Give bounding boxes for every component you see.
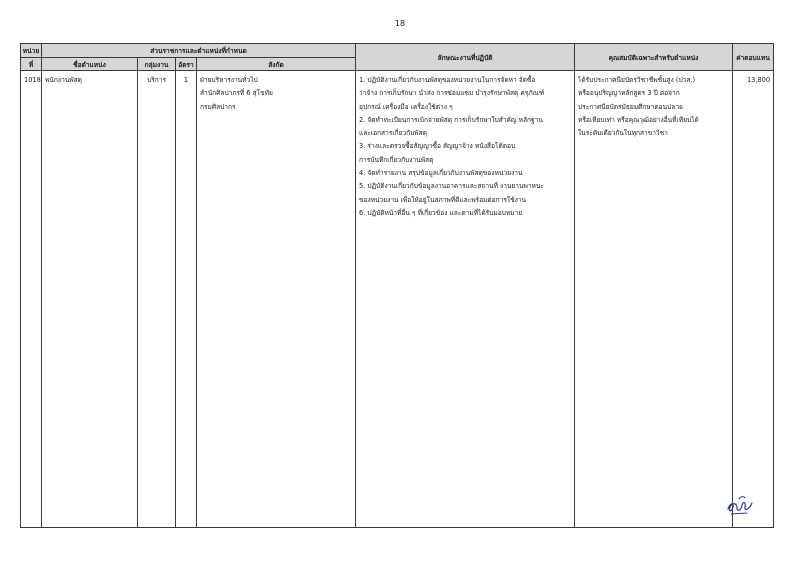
cell-quota [176, 71, 197, 528]
position-table [20, 43, 774, 528]
header-unit: หน่วย [21, 44, 42, 58]
header-group-title: ส่วนราชการและตำแหน่งที่กำหนด [42, 44, 356, 58]
cell-affiliation [197, 71, 356, 528]
qualification-line: หรืออนุปริญญาหลักสูตร 3 ปี ต่อจาก [578, 89, 680, 98]
signature-mark [725, 493, 755, 517]
affiliation-list [197, 71, 355, 114]
duty-line: 1. ปฏิบัติงานเกี่ยวกับงานพัสดุของหน่วยงานในการจัดหา จัดซื้อ [359, 76, 536, 84]
affiliation-line: สำนักศิลปากรที่ 6 สุโขทัย [200, 89, 273, 98]
header-qualifications: คุณสมบัติเฉพาะสำหรับตำแหน่ง [575, 44, 733, 71]
duty-line: การบันทึกเกี่ยวกับงานพัสดุ [359, 155, 434, 164]
row-quota: 1 [183, 76, 189, 84]
cell-qualifications [575, 71, 733, 528]
signature-stroke [731, 513, 747, 514]
affiliation-line: ฝ่ายบริหารงานทั่วไป [200, 76, 258, 84]
duty-line: 3. ร่างและตรวจซื้อสัญญาซื้อ สัญญาจ้าง หนังสือโต้ตอบ [359, 142, 516, 151]
row-job-group: บริการ [147, 76, 166, 84]
qualification-line: ประกาศนียบัตรมัธยมศึกษาตอนปลาย [578, 102, 683, 111]
header-salary: ค่าตอบแทน [733, 44, 774, 71]
header-number: ที่ [21, 58, 42, 71]
signature-stroke [739, 497, 745, 499]
duties-list [356, 71, 574, 220]
duty-line: และเอกสารเกี่ยวกับพัสดุ [359, 129, 427, 138]
qualification-line: ในระดับเดียวกันในทุกสาขาวิชา [578, 129, 668, 138]
signature-stroke [728, 503, 752, 511]
cell-position [42, 71, 138, 528]
header-affiliation: สังกัด [197, 58, 356, 71]
duty-line: ของหน่วยงาน เพื่อให้อยู่ในสภาพที่ดีและพร้อมต่อการใช้งาน [359, 195, 527, 204]
duty-line: อุปกรณ์ เครื่องมือ เครื่องใช้ต่าง ๆ [359, 102, 453, 111]
duty-line: 2. จัดทำทะเบียนการเบิกจ่ายพัสดุ การเก็บรักษาใบสำคัญ หลักฐาน [359, 115, 543, 124]
duty-line: 4. จัดทำรายงาน สรุปข้อมูลเกี่ยวกับงานพัสดุของหน่วยงาน [359, 169, 523, 178]
row-number: 1018 [24, 76, 41, 84]
cell-job-group [138, 71, 176, 528]
header-position-name: ชื่อตำแหน่ง [42, 58, 138, 71]
header-job-group: กลุ่มงาน [138, 58, 176, 71]
header-quota: อัตรา [176, 58, 197, 71]
header-duties: ลักษณะงานที่ปฏิบัติ [356, 44, 575, 71]
duty-line: 6. ปฏิบัติหน้าที่อื่น ๆ ที่เกี่ยวข้อง และตามที่ได้รับมอบหมาย [359, 208, 523, 217]
cell-duties [356, 71, 575, 528]
duty-line: 5. ปฏิบัติงานเกี่ยวกับข้อมูลงานอาคารและสถานที่ งานยานพาหนะ [359, 182, 544, 191]
qualification-line: ได้รับประกาศนียบัตรวิชาชีพชั้นสูง (ปวส.) [578, 76, 696, 84]
qualifications-list [575, 71, 732, 140]
cell-salary [733, 71, 774, 528]
duty-line: ว่าจ้าง การเก็บรักษา นำส่ง การซ่อมแซม บำรุงรักษาพัสดุ ครุภัณฑ์ [359, 89, 545, 98]
row-salary: 13,800 [746, 76, 771, 84]
affiliation-line: กรมศิลปากร [200, 102, 236, 111]
table-row [21, 71, 774, 528]
row-position: พนักงานพัสดุ [45, 76, 82, 84]
qualification-line: หรือเทียบเท่า หรือคุณวุฒิอย่างอื่นที่เทียบได้ [578, 115, 699, 124]
page-number: 18 [394, 19, 406, 28]
cell-number [21, 71, 42, 528]
